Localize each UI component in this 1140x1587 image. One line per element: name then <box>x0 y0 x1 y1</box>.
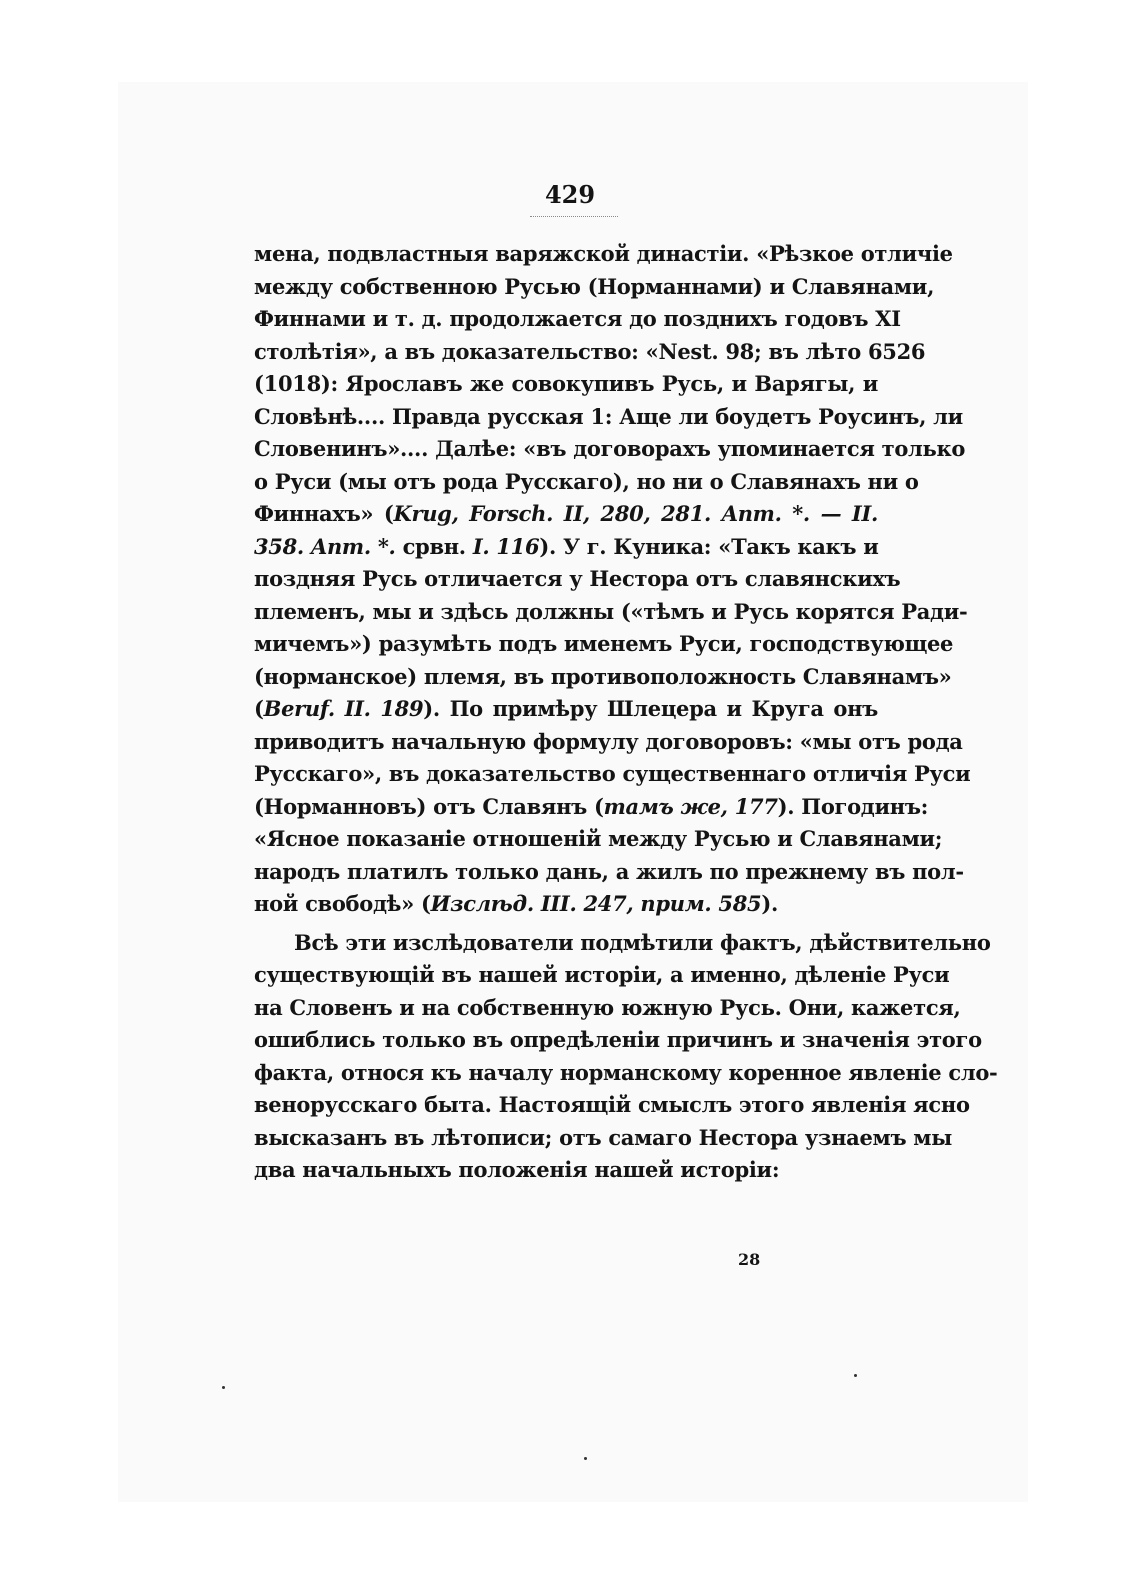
text-line-p1-l7 <box>254 433 966 466</box>
scan-speck <box>222 1386 225 1389</box>
line-text: высказанъ въ лѣтописи; отъ самаго Нестора узнаемъ мы <box>254 1124 952 1150</box>
line-text: о Руси (мы отъ рода Русскаго), но ни о Славянахъ ни о <box>254 468 919 494</box>
text-line-p1-l19 <box>254 823 943 856</box>
text-line-p2-l4 <box>254 1024 982 1057</box>
citation-text: I. 116 <box>472 533 540 559</box>
line-text: народъ платилъ только дань, а жилъ по прежнему въ пол- <box>254 858 964 884</box>
line-text: племенъ, мы и здѣсь должны («тѣмъ и Русь корятся Ради- <box>254 598 968 624</box>
line-text: Словенинъ».... Далѣе: «въ договорахъ упоминается только <box>254 436 966 461</box>
citation-text: Изслѣд. III. 247, прим. 585 <box>430 891 762 916</box>
citation-text: Beruf. II. 189 <box>263 696 424 721</box>
line-text: ). Погодинъ: <box>777 793 929 819</box>
line-text: два начальныхъ положенія нашей исторіи: <box>254 1157 780 1182</box>
scan-speck <box>854 1374 857 1377</box>
text-line-p1-l2 <box>254 271 935 304</box>
text-line-p1-l14 <box>254 661 952 694</box>
text-line-p2-l6 <box>254 1089 970 1122</box>
line-text: мичемъ») разумѣть подъ именемъ Руси, господствующее <box>254 631 954 656</box>
text-line-p1-l15 <box>254 693 878 726</box>
page-number: 429 <box>544 180 596 209</box>
line-text: (1018): Ярославъ же совокупивъ Русь, и Варягы, и <box>254 371 878 396</box>
text-line-p1-l5 <box>254 368 878 401</box>
line-text: поздняя Русь отличается у Нестора отъ славянскихъ <box>254 566 901 591</box>
line-text: Финнахъ» ( <box>254 501 394 526</box>
line-text: ). У г. Куника: «Такъ какъ и <box>539 533 879 559</box>
text-line-p1-l11 <box>254 563 901 596</box>
line-text: срвн. <box>395 533 473 559</box>
text-line-p1-l13 <box>254 628 954 661</box>
text-line-p2-l5 <box>254 1057 998 1090</box>
text-line-p2-l2 <box>254 959 950 992</box>
line-text: Русскаго», въ доказательство существеннаго отличія Руси <box>254 761 971 786</box>
page-number-rule <box>530 216 618 217</box>
citation-text: Krug, Forsch. II, 280, 281. Anm. *. — II. <box>393 501 878 526</box>
line-text: ( <box>254 696 264 721</box>
line-text: между собственною Русью (Норманнами) и Славянами, <box>254 273 935 299</box>
line-text: факта, относя къ началу норманскому коренное явленіе сло- <box>254 1059 998 1085</box>
line-text: столѣтія», а въ доказательство: «Nest. 98; въ лѣто 6526 <box>254 338 926 364</box>
line-text: на Словенъ и на собственную южную Русь. Они, кажется, <box>254 994 961 1020</box>
text-line-p1-l1 <box>254 238 953 271</box>
line-text: ). <box>761 891 779 916</box>
text-line-p1-l8 <box>254 466 919 499</box>
text-line-p1-l17 <box>254 758 971 791</box>
line-text: ). По примѣру Шлецера и Круга онъ <box>423 696 878 721</box>
line-text: ошиблись только въ опредѣленіи причинъ и значенія этого <box>254 1027 982 1052</box>
text-line-p1-l18 <box>254 791 929 824</box>
line-text: Всѣ эти изслѣдователи подмѣтили фактъ, дѣйствительно <box>294 929 991 955</box>
line-text: мена, подвластныя варяжской династіи. «Рѣзкое отличіе <box>254 241 953 266</box>
body-text <box>254 238 998 1187</box>
text-line-p2-l3 <box>254 992 961 1025</box>
line-text: венорусскаго быта. Настоящій смыслъ этого явленія ясно <box>254 1092 970 1117</box>
text-line-p1-l4 <box>254 336 926 369</box>
text-line-p1-l9 <box>254 498 878 531</box>
signature-mark: 28 <box>738 1250 761 1269</box>
text-line-p1-l3 <box>254 303 901 336</box>
text-line-p1-l21 <box>254 888 878 921</box>
citation-text: 358. Anm. *. <box>254 533 396 559</box>
text-line-p1-l16 <box>254 726 963 759</box>
line-text: приводитъ начальную формулу договоровъ: «мы отъ рода <box>254 728 963 754</box>
line-text: (Норманновъ) отъ Славянъ ( <box>254 793 604 819</box>
line-text: ной свободѣ» ( <box>254 891 431 916</box>
scan-speck <box>584 1457 587 1460</box>
text-line-p1-l20 <box>254 856 964 889</box>
line-text: (норманское) племя, въ противоположность Славянамъ» <box>254 663 952 689</box>
citation-text: тамъ же, 177 <box>603 793 778 819</box>
text-line-p1-l6 <box>254 401 963 434</box>
line-text: Финнами и т. д. продолжается до позднихъ годовъ XI <box>254 306 901 331</box>
text-line-p1-l10 <box>254 531 878 564</box>
line-text: существующій въ нашей исторіи, а именно, дѣленіе Руси <box>254 962 950 987</box>
text-line-p1-l12 <box>254 596 968 629</box>
text-line-p2-l8 <box>254 1154 878 1187</box>
line-text: «Ясное показаніе отношеній между Русью и Славянами; <box>254 826 943 851</box>
text-line-p2-l7 <box>254 1122 952 1155</box>
text-line-p2-l1 <box>254 927 991 960</box>
line-text: Словѣнѣ.... Правда русская 1: Аще ли боудетъ Роусинъ, ли <box>254 403 963 429</box>
